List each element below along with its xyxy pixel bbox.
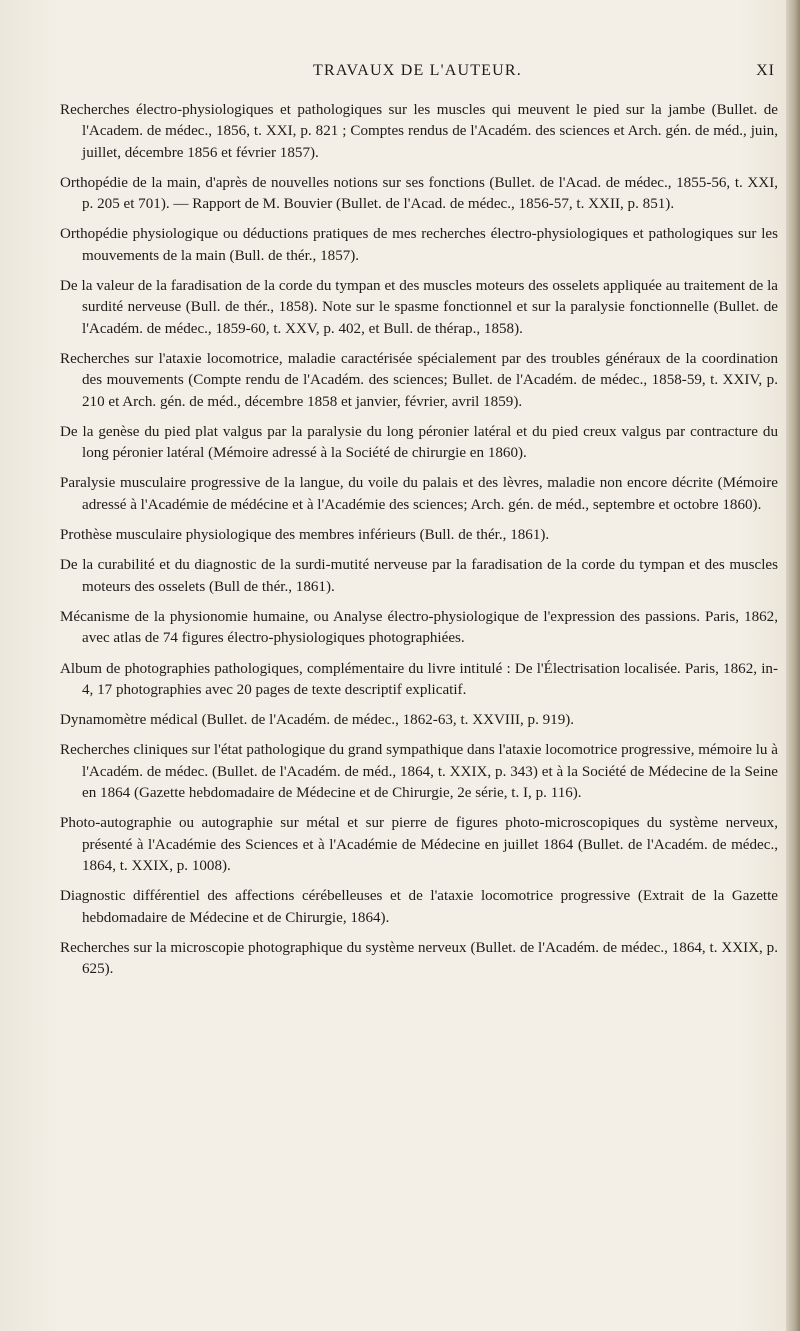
bibliography-entry: Paralysie musculaire progressive de la langue, du voile du palais et des lèvres, maladie non encore décrite (Mémoire adressé à l'Académie de médécine et à l'Académie des sciences; Arch. gén. de méd., septembre et octobre 1860). [60, 475, 778, 513]
bibliography-entry: Prothèse musculaire physiologique des membres inférieurs (Bull. de thér., 1861). [60, 527, 550, 544]
bibliography-entry: Recherches électro-physiologiques et pathologiques sur les muscles qui meuvent le pied sur la jambe (Bullet. de l'Academ. de médec., 1856, t. XXI, p. 821 ; Comptes rendus de l'Académ. des sciences et Arch. gén. de méd., juin, juillet, décembre 1856 et février 1857). [60, 102, 778, 161]
bibliography-list [60, 100, 778, 980]
bibliography-entry: Mécanisme de la physionomie humaine, ou Analyse électro-physiologique de l'expression des passions. Paris, 1862, avec atlas de 74 figures électro-physiologiques photographiées. [60, 608, 778, 647]
page-number: XI [756, 62, 775, 79]
bibliography-entry: Recherches sur l'ataxie locomotrice, maladie caractérisée spécialement par des troubles généraux de la coordination des mouvements (Compte rendu de l'Académ. des sciences; Bullet. de l'Académ. de médec., 1858-59, t. XXIV, p. 210 et Arch. gén. de méd., décembre 1858 et janvier, février, avril 1859). [60, 350, 778, 410]
page-header [60, 62, 775, 86]
bibliography-entry: Photo-autographie ou autographie sur métal et sur pierre de figures photo-microscopiques du système nerveux, présenté à l'Académie des Sciences et à l'Académie de Médecine en juillet 1864 (Bullet. de l'Académ. de médec., 1864, t. XXIX, p. 1008). [60, 815, 778, 874]
bibliography-entry: Recherches cliniques sur l'état pathologique du grand sympathique dans l'ataxie locomotrice progressive, mémoire lu à l'Académ. de médec. (Bullet. de l'Académ. de méd., 1864, t. XXIX, p. 343) et à la Société de Médecine de la Seine en 1864 (Gazette hebdomadaire de Médecine et de Chirurgie, 2e série, t. I, p. 116). [60, 742, 778, 802]
bibliography-entry: Recherches sur la microscopie photographique du système nerveux (Bullet. de l'Académ. de médec., 1864, t. XXIX, p. 625). [60, 939, 778, 978]
page-edge-shadow [786, 0, 800, 1331]
bibliography-entry: De la valeur de la faradisation de la corde du tympan et des muscles moteurs des osselets appliquée au traitement de la surdité nerveuse (Bull. de thér., 1858). Note sur le spasme fonctionnel et sur la paralysie fonctionnelle (Bullet. de l'Académ. de médec., 1859-60, t. XXV, p. 402, et Bull. de thérap., 1858). [60, 278, 778, 337]
running-title: TRAVAUX DE L'AUTEUR. [313, 62, 522, 79]
bibliography-entry: Orthopédie physiologique ou déductions pratiques de mes recherches électro-physiologiques et pathologiques sur les mouvements de la main (Bull. de thér., 1857). [60, 226, 778, 264]
bibliography-entry: De la genèse du pied plat valgus par la paralysie du long péronier latéral et du pied creux valgus par contracture du long péronier latéral (Mémoire adressé à la Société de chirurgie en 1860). [60, 423, 778, 462]
bibliography-entry: Orthopédie de la main, d'après de nouvelles notions sur ses fonctions (Bullet. de l'Acad. de médec., 1855-56, t. XXI, p. 205 et 701). — Rapport de M. Bouvier (Bullet. de l'Acad. de médec., 1856-57, t. XXII, p. 851). [60, 174, 778, 213]
bibliography-entry: Diagnostic différentiel des affections cérébelleuses et de l'ataxie locomotrice progressive (Extrait de la Gazette hebdomadaire de Médecine et de Chirurgie, 1864). [60, 888, 778, 926]
bibliography-entry: Album de photographies pathologiques, complémentaire du livre intitulé : De l'Électrisation localisée. Paris, 1862, in-4, 17 photographies avec 20 pages de texte descriptif explicatif. [60, 660, 778, 698]
bibliography-entry: Dynamomètre médical (Bullet. de l'Académ. de médec., 1862-63, t. XXVIII, p. 919). [60, 712, 575, 729]
bibliography-entry: De la curabilité et du diagnostic de la surdi-mutité nerveuse par la faradisation de la corde du tympan et des muscles moteurs des osselets (Bull de thér., 1861). [60, 557, 778, 595]
